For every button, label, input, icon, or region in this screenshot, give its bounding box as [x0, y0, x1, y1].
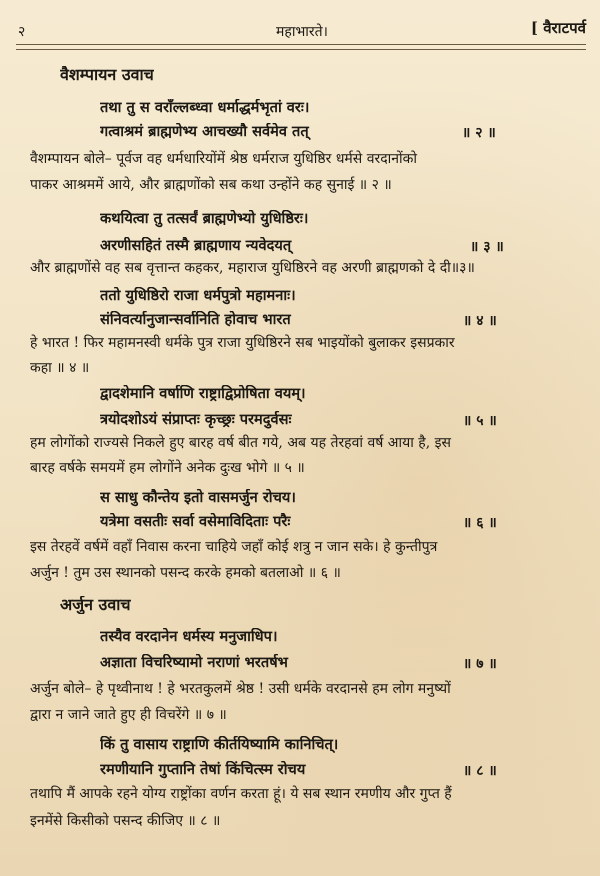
verse-line: गत्वाश्रमं ब्राह्मणेभ्य आचख्यौ सर्वमेव तत्	[100, 123, 309, 140]
verse-number: ॥ ७ ॥	[463, 656, 497, 672]
page-number: २	[18, 24, 26, 40]
translation-line: अर्जुन ! तुम उस स्थानको पसन्द करके हमको बतलाओ ॥ ६ ॥	[30, 565, 341, 581]
translation-line: कहा ॥ ४ ॥	[30, 360, 90, 376]
translation-line: वैशम्पायन बोले– पूर्वज वह धर्मधारियोंमें श्रेष्ठ धर्मराज युधिष्ठिर धर्मसे वरदानोंको	[30, 151, 418, 167]
verse-number: ॥ ८ ॥	[463, 763, 497, 779]
translation-line: द्वारा न जाने जाते हुए ही विचरेंगे ॥ ७ ॥	[30, 707, 227, 723]
translation-line: इनमेंसे किसीको पसन्द कीजिए ॥ ८ ॥	[30, 813, 221, 829]
translation-line: बारह वर्षके समयमें हम लोगोंने अनेक दुःख भोगे ॥ ५ ॥	[30, 460, 305, 476]
speaker-heading: अर्जुन उवाच	[60, 596, 131, 614]
verse-line: तस्यैव वरदानेन धर्मस्य मनुजाधिप।	[100, 628, 278, 645]
verse-line: ततो युधिष्ठिरो राजा धर्मपुत्रो महामनाः।	[100, 287, 296, 304]
verse-line: त्रयोदशोऽयं संप्राप्तः कृच्छ्रः परमदुर्वसः	[100, 411, 292, 428]
speaker-heading: वैशम्पायन उवाच	[60, 66, 154, 84]
verse-line: अज्ञाता विचरिष्यामो नराणां भरतर्षभ	[100, 654, 288, 671]
verse-number: ॥ ५ ॥	[463, 413, 497, 429]
translation-line: अर्जुन बोले– हे पृथ्वीनाथ ! हे भरतकुलमें श्रेष्ठ ! उसी धर्मके वरदानसे हम लोग मनुष्यों	[30, 681, 451, 697]
translation-line: इस तेरहवें वर्षमें वहाँ निवास करना चाहिये जहाँ कोई शत्रु न जान सके। हे कुन्तीपुत्र	[30, 539, 438, 555]
verse-line: कथयित्वा तु तत्सर्वं ब्राह्मणेभ्यो युधिष्ठिरः।	[100, 210, 309, 227]
translation-line: पाकर आश्रममें आये, और ब्राह्मणोंको सब कथा उन्होंने कह सुनाई ॥ २ ॥	[30, 177, 392, 193]
verse-line: संनिवर्त्यानुजान्सर्वानिति होवाच भारत	[100, 311, 291, 328]
book-title: महाभारते।	[276, 24, 328, 40]
translation-line: तथापि मैं आपके रहने योग्य राष्ट्रोंका वर्णन करता हूं। ये सब स्थान रमणीय और गुप्त हैं	[30, 786, 452, 802]
verse-line: किं तु वासाय राष्ट्राणि कीर्तयिष्यामि कानिचित्।	[100, 736, 339, 753]
verse-number: ॥ २ ॥	[462, 125, 496, 141]
translation-line: हम लोगोंको राज्यसे निकले हुए बारह वर्ष बीत गये, अब यह तेरहवां वर्ष आया है, इस	[30, 435, 451, 451]
verse-number: ॥ ३ ॥	[470, 239, 504, 255]
verse-line: स साधु कौन्तेय इतो वासमर्जुन रोचय।	[100, 489, 296, 506]
verse-line: यत्रेमा वसतीः सर्वा वसेमाविदिताः परैः	[100, 513, 291, 530]
verse-line: रमणीयानि गुप्तानि तेषां किंचित्स्म रोचय	[100, 761, 306, 778]
verse-line: तथा तु स वराँल्लब्ध्वा धर्माद्धर्मभृतां वरः।	[100, 99, 310, 116]
verse-number: ॥ ६ ॥	[463, 515, 497, 531]
verse-number: ॥ ४ ॥	[463, 313, 497, 329]
verse-line: द्वादशेमानि वर्षाणि राष्ट्राद्विप्रोषिता वयम्।	[100, 385, 306, 402]
verse-line: अरणीसहितं तस्मै ब्राह्मणाय न्यवेदयत्	[100, 237, 292, 254]
section-name: [ वैराटपर्व	[530, 19, 586, 37]
translation-line: हे भारत ! फिर महामनस्वी धर्मके पुत्र राजा युधिष्ठिरने सब भाइयोंको बुलाकर इसप्रकार	[30, 335, 455, 351]
translation-line: और ब्राह्मणोंसे वह सब वृत्तान्त कहकर, महाराज युधिष्ठिरने वह अरणी ब्राह्मणको दे दी॥३॥	[30, 260, 475, 276]
